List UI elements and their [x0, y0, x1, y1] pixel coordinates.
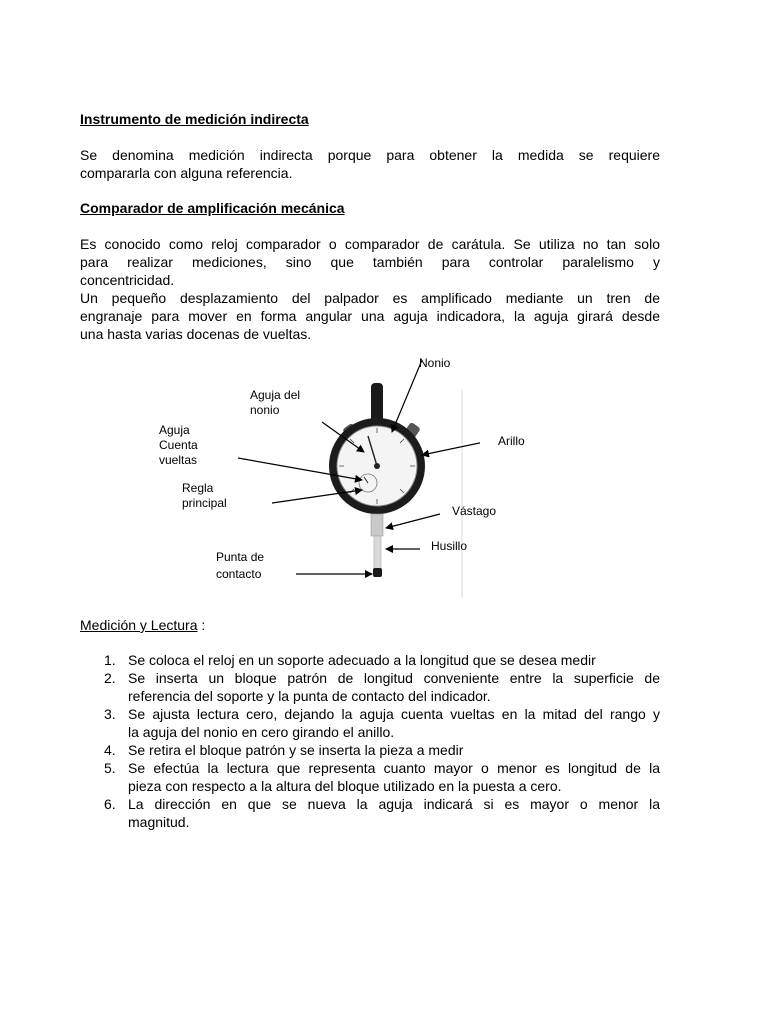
section-title-medicion-lectura — [80, 617, 205, 633]
text-line: la aguja del nonio en cero girando el anillo. — [128, 724, 395, 740]
list-number: 5. — [104, 760, 116, 776]
text-line: referencia del soporte y la punta de contacto del indicador. — [128, 688, 491, 704]
section-title-medicion-indirecta: Instrumento de medición indirecta — [80, 111, 309, 127]
paragraph-comparador-1 — [80, 235, 660, 289]
label-arillo: Arillo — [498, 434, 525, 448]
label-line: Regla — [182, 481, 214, 495]
list-item — [80, 705, 660, 741]
label-line: Cuenta — [159, 438, 198, 452]
text-line: Es conocido como reloj comparador o comparador de carátula. Se utiliza no tan solo — [80, 236, 660, 252]
text-line: Se inserta un bloque patrón de longitud conveniente entre la superficie de — [128, 670, 660, 686]
list-number: 2. — [104, 670, 116, 686]
text-line: Se coloca el reloj en un soporte adecuado a la longitud que se desea medir — [128, 652, 596, 668]
text-line: Se efectúa la lectura que representa cuanto mayor o menor es longitud de la — [128, 760, 660, 776]
label-punta-contacto — [216, 549, 264, 583]
list-item — [80, 795, 660, 831]
label-line: Aguja — [159, 423, 190, 437]
text-line: una hasta varias docenas de vueltas. — [80, 326, 312, 342]
dial-indicator-drawing — [150, 350, 480, 600]
label-regla-principal — [182, 481, 227, 511]
paragraph-comparador-2 — [80, 289, 660, 343]
label-aguja-cuenta-vueltas — [159, 423, 198, 468]
section-title-comparador: Comparador de amplificación mecánica — [80, 200, 345, 216]
list-number: 3. — [104, 706, 116, 722]
label-line: Punta de — [216, 550, 265, 564]
list-item — [80, 669, 660, 705]
text-line: Un pequeño desplazamiento del palpador es amplificado mediante un tren de — [80, 290, 660, 306]
label-line: nonio — [250, 403, 280, 417]
list-item — [80, 651, 660, 669]
text-line: magnitud. — [128, 814, 190, 830]
text-line: Se denomina medición indirecta porque para obtener la medida se requiere — [80, 147, 660, 163]
label-line: principal — [182, 496, 227, 510]
label-nonio: Nonio — [419, 356, 451, 370]
text-line: pieza con respecto a la altura del bloque utilizado en la puesta a cero. — [128, 778, 562, 794]
label-vastago: Vástago — [452, 504, 497, 518]
dial-indicator-figure — [150, 350, 525, 600]
text-line: La dirección en que se nueva la aguja indicará si es mayor o menor la — [128, 796, 660, 812]
text-line: compararla con alguna referencia. — [80, 165, 293, 181]
text-line: Se ajusta lectura cero, dejando la aguja cuenta vueltas en la mitad del rango y — [128, 706, 660, 722]
section-title-colon: : — [197, 617, 206, 633]
list-item — [80, 759, 660, 795]
label-line: contacto — [216, 567, 262, 581]
list-number: 4. — [104, 742, 116, 758]
label-line: vueltas — [159, 453, 198, 467]
section-title-text: Medición y Lectura — [80, 617, 198, 633]
label-husillo: Husillo — [431, 539, 468, 553]
text-line: para realizar mediciones, sino que también para controlar paralelismo y — [80, 254, 660, 270]
list-number: 1. — [104, 652, 116, 668]
list-item — [80, 741, 660, 759]
paragraph-medicion-indirecta — [80, 146, 660, 182]
text-line: Se retira el bloque patrón y se inserta la pieza a medir — [128, 742, 464, 758]
steps-list — [80, 651, 660, 831]
text-line: engranaje para mover en forma angular una aguja indicadora, la aguja girará desde — [80, 308, 660, 324]
list-number: 6. — [104, 796, 116, 812]
label-line: Aguja del — [250, 388, 301, 402]
text-line: concentricidad. — [80, 272, 175, 288]
label-aguja-nonio — [250, 388, 300, 418]
